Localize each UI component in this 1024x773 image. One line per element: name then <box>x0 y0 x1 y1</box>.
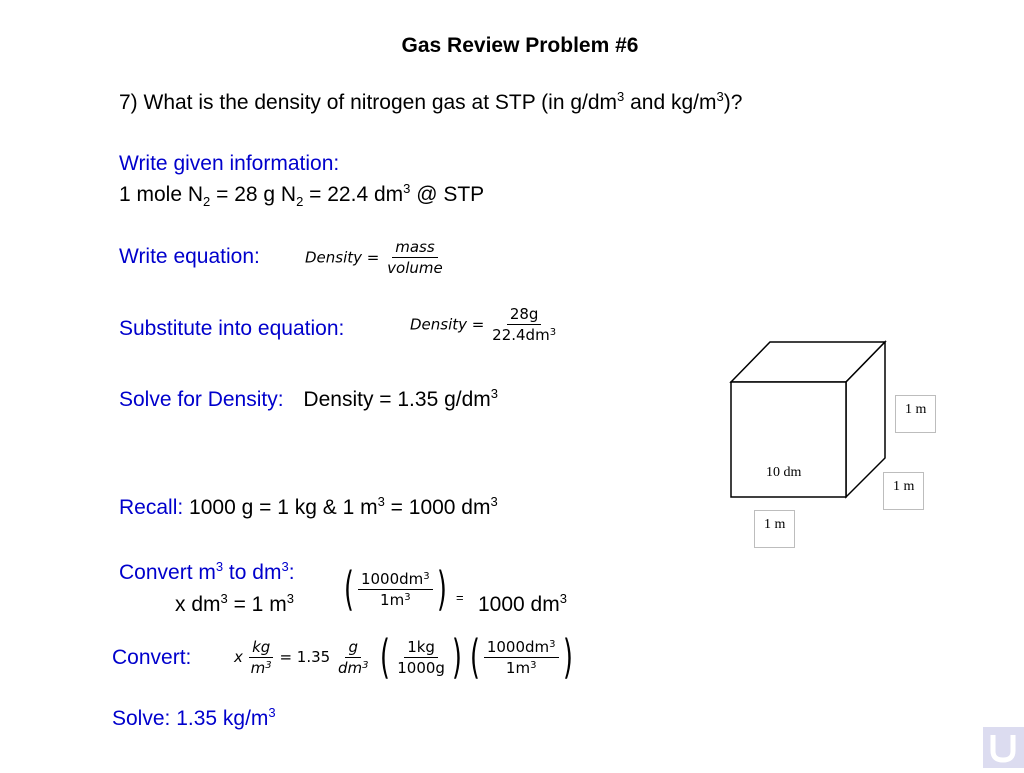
kg-per-g-factor <box>394 638 448 677</box>
sup-3: 3 <box>490 386 499 401</box>
question-text-a: 7) What is the density of nitrogen gas at STP (in g/dm <box>119 91 618 114</box>
formula-fraction <box>489 305 559 344</box>
conversion-fraction <box>358 570 433 609</box>
formula-denominator: volume <box>387 259 443 277</box>
factor-denominator <box>503 658 540 677</box>
equals-value: = 1.35 <box>279 648 331 666</box>
sup-3: 3 <box>404 591 411 603</box>
paren-right: ) <box>562 630 573 684</box>
den-text: 22.4dm <box>492 326 550 344</box>
den-text: 1m <box>380 590 405 609</box>
sup-3: 3 <box>281 559 289 574</box>
formula-numerator: mass <box>392 238 437 258</box>
sup-3: 3 <box>377 494 385 509</box>
paren-right: ) <box>451 630 462 684</box>
den-text: 1m <box>505 658 531 677</box>
sup-3: 3 <box>716 89 724 104</box>
convert-equation <box>234 630 576 684</box>
dm3-per-m3-factor <box>484 638 559 677</box>
m3-den <box>248 658 275 677</box>
given-label: Write given information: <box>119 152 340 175</box>
fraction-denominator <box>377 590 414 609</box>
g-per-dm3 <box>335 638 372 677</box>
sup-3: 3 <box>490 494 498 509</box>
question-text-b: and kg/m <box>624 91 717 114</box>
factor-numerator: 1kg <box>404 638 438 658</box>
result-text: 1000 dm <box>478 593 560 616</box>
sup-3: 3 <box>268 705 276 720</box>
substituted-formula <box>410 305 559 344</box>
formula-fraction <box>384 238 446 277</box>
cube-edge-label-right: 1 m <box>895 395 936 433</box>
sup-3: 3 <box>286 591 294 606</box>
sup-3: 3 <box>215 559 224 574</box>
paren-right: ) <box>436 562 447 616</box>
factor-numerator <box>484 638 559 658</box>
solve-density-text: Density = 1.35 g/dm <box>303 388 491 411</box>
paren-left: ( <box>344 562 354 616</box>
conversion-result <box>478 592 567 618</box>
paren-left: ( <box>469 630 480 684</box>
sup-3: 3 <box>549 638 556 650</box>
question-text-c: )? <box>723 91 743 114</box>
sup-3: 3 <box>617 89 625 104</box>
sub-2: 2 <box>296 194 304 209</box>
paren-left: ( <box>380 630 391 684</box>
given-text-3: = 22.4 dm <box>303 183 404 206</box>
logo-glyph <box>983 727 1024 768</box>
sup-3: 3 <box>265 659 272 671</box>
given-line <box>119 182 484 208</box>
formula-lhs: Density = <box>305 248 380 267</box>
dm3-den <box>335 658 372 677</box>
label-text-b: to dm <box>223 561 282 584</box>
cube-diagram <box>725 338 895 500</box>
kg-text: kg <box>249 638 273 658</box>
sup-3: 3 <box>559 591 567 606</box>
substitute-label: Substitute into equation: <box>119 317 345 340</box>
convert-m3-label <box>119 560 295 586</box>
fraction-numerator <box>358 570 433 590</box>
convert-m3-equation <box>175 592 294 618</box>
solve-density-label: Solve for Density: <box>119 388 284 411</box>
sup-3: 3 <box>423 570 430 582</box>
sup-3: 3 <box>220 591 228 606</box>
var-x: x <box>234 648 243 666</box>
formula-lhs: Density = <box>410 315 485 334</box>
given-text-4: @ STP <box>410 183 485 206</box>
sup-3: 3 <box>403 181 411 196</box>
equation-label: Write equation: <box>119 245 260 268</box>
sup-3: 3 <box>530 659 537 671</box>
formula-numerator: 28g <box>507 305 542 325</box>
density-formula <box>305 238 446 277</box>
convert-label: Convert: <box>112 646 192 669</box>
recall-line <box>119 495 498 521</box>
formula-denominator <box>489 325 559 344</box>
recall-text-b: = 1000 dm <box>384 496 491 519</box>
final-answer-text: Solve: 1.35 kg/m <box>112 707 269 730</box>
dm-text: dm <box>337 658 363 677</box>
factor-denominator: 1000g <box>397 658 445 677</box>
given-text-1: 1 mole N <box>119 183 204 206</box>
conversion-factor <box>340 562 451 616</box>
given-text-2: = 28 g N <box>210 183 297 206</box>
solve-density-line <box>119 387 498 413</box>
label-text-a: Convert m <box>119 561 216 584</box>
logo-icon <box>983 727 1024 768</box>
num-text: 1000dm <box>360 569 424 588</box>
sup-3: 3 <box>362 659 369 671</box>
sup-3: 3 <box>549 327 557 338</box>
cube-edge-label-bottom: 1 m <box>754 510 795 548</box>
kg-per-m3 <box>248 638 275 677</box>
m-text: m <box>250 658 266 677</box>
cube-edge-label-front: 1 m <box>883 472 924 510</box>
equals-sign: = <box>456 590 464 605</box>
num-text: 1000dm <box>486 637 550 656</box>
question <box>119 90 742 116</box>
page-title: Gas Review Problem #6 <box>401 34 639 57</box>
recall-label: Recall: <box>119 496 184 519</box>
g-text: g <box>345 638 361 658</box>
final-answer <box>112 706 276 732</box>
cube-edge-label-inner: 10 dm <box>766 465 802 480</box>
label-text-c: : <box>288 561 295 584</box>
recall-text-a: 1000 g = 1 kg & 1 m <box>189 496 378 519</box>
line-text-a: x dm <box>175 593 221 616</box>
line-text-b: = 1 m <box>227 593 287 616</box>
sub-2: 2 <box>203 194 211 209</box>
